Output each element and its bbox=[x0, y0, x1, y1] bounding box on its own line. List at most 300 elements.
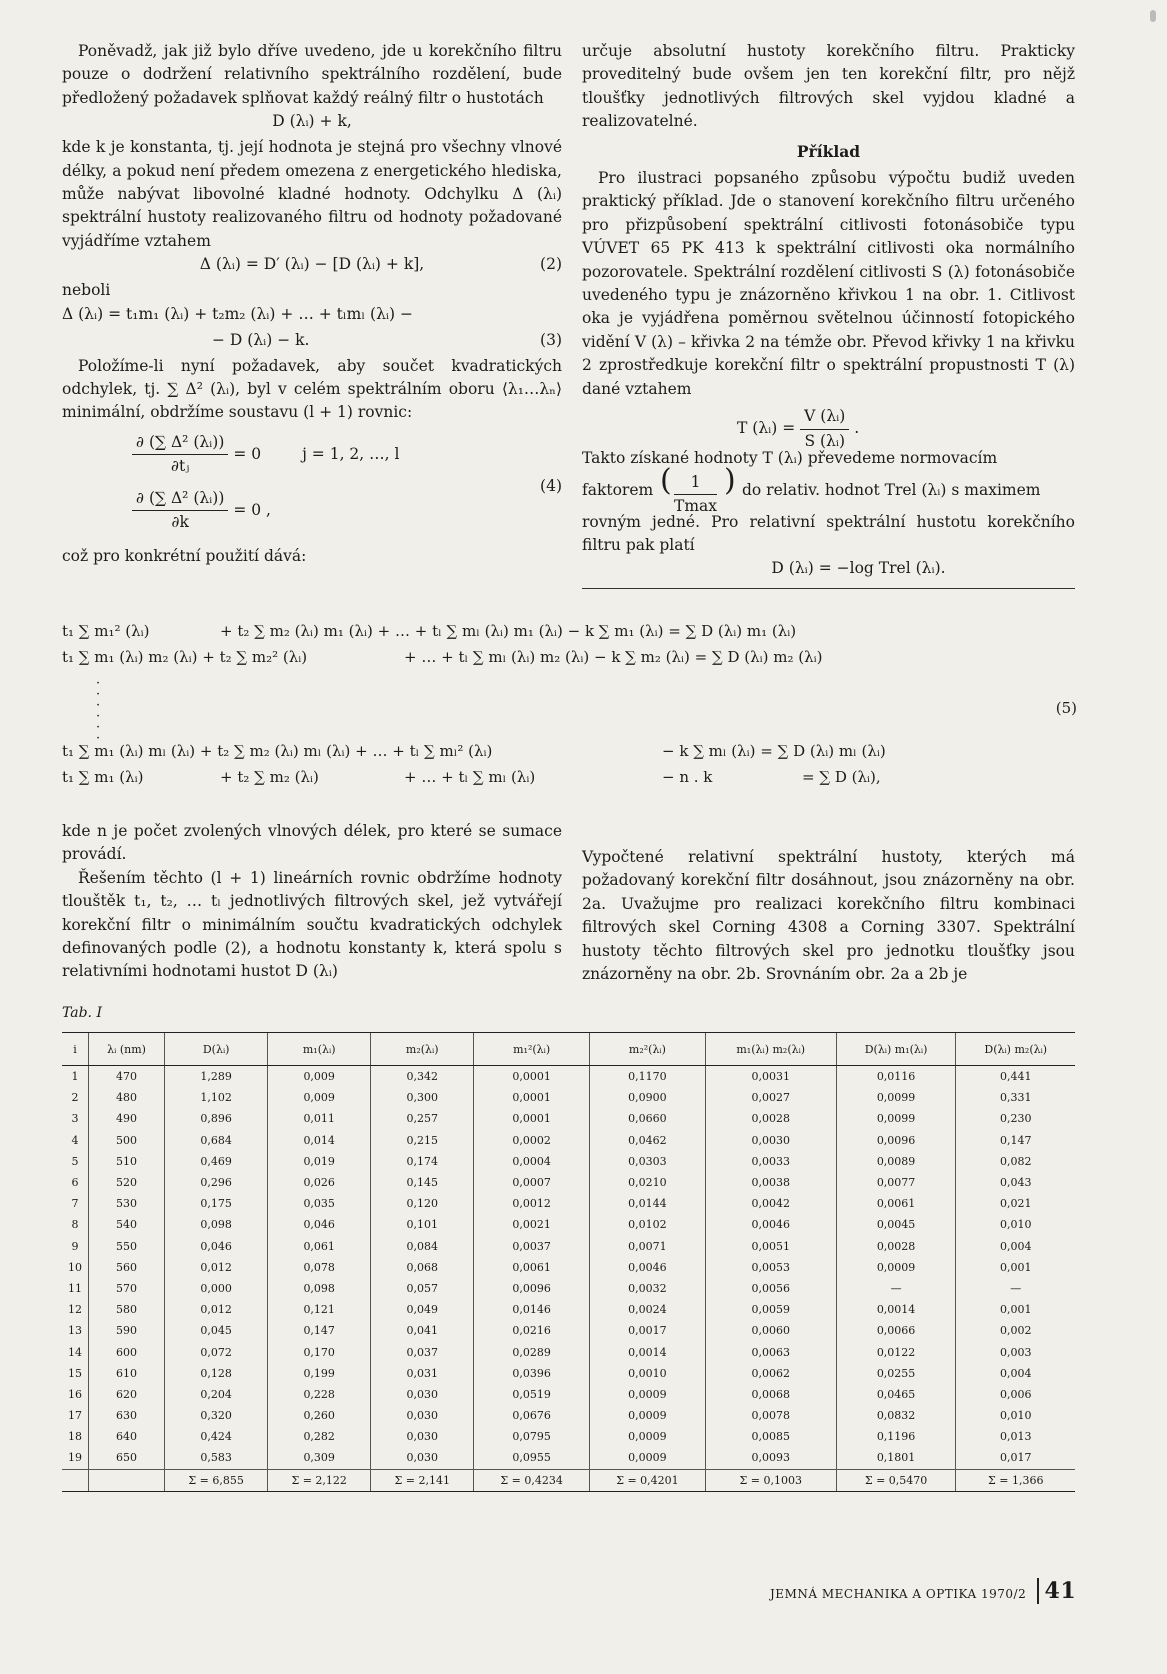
table-cell: 0,309 bbox=[268, 1447, 371, 1469]
table-row bbox=[62, 1299, 1075, 1320]
table-cell: 0,0078 bbox=[705, 1405, 836, 1426]
table-cell: 0,684 bbox=[165, 1130, 268, 1151]
lower-right-text bbox=[582, 846, 1075, 986]
table-sum-row bbox=[62, 1469, 1075, 1491]
table-cell: 0,0056 bbox=[705, 1278, 836, 1299]
equation-4a-denominator: ∂tⱼ bbox=[171, 457, 190, 476]
table-cell: 0,0676 bbox=[474, 1405, 590, 1426]
table-cell: 0,0089 bbox=[836, 1151, 956, 1172]
table-cell: 0,012 bbox=[165, 1299, 268, 1320]
table-cell: 0,0462 bbox=[590, 1130, 706, 1151]
table-cell: 0,0465 bbox=[836, 1384, 956, 1405]
table-cell: 0,342 bbox=[371, 1066, 474, 1088]
equation-transmittance-tail: . bbox=[854, 419, 860, 437]
table-cell: 0,296 bbox=[165, 1172, 268, 1193]
table-cell: 1 bbox=[71, 1070, 79, 1084]
lower-left-text bbox=[62, 820, 562, 984]
table-cell: 0,030 bbox=[371, 1447, 474, 1469]
table-cell: 0,0007 bbox=[474, 1172, 590, 1193]
table-cell: 0,0210 bbox=[590, 1172, 706, 1193]
table-sum-cell: Σ = 1,366 bbox=[956, 1469, 1075, 1491]
table-cell: 1,289 bbox=[165, 1066, 268, 1088]
table-cell: 500 bbox=[88, 1130, 164, 1151]
table-cell: 0,082 bbox=[956, 1151, 1075, 1172]
right-paragraph-2: Pro ilustraci popsaného způsobu výpočtu budiž uveden praktický příklad. Jde o stanovení korekčního filtru určeného pro přizpůsobení spektrální citlivosti fotonásobiče typu VÚVET 65 PK 413 k spektrální citlivosti oka normálního pozorovatele. Spektrální rozdělení citlivosti S (λ) fotonásobiče uvedeného typu je znázorněno křivkou 1 na obr. 1. Citlivost oka je vyjádřena poměrnou světelnou účinností fotopického vidění V (λ) – křivka 2 na témže obr. Převod křivky 1 na křivku 2 zprostředkuje korekční filtr o spektrální propustnosti T (λ) dané vztahem bbox=[582, 169, 1075, 398]
table-sum-cell bbox=[62, 1469, 88, 1491]
right-paragraph-3a: Takto získané hodnoty T (λᵢ) převedeme normovacím bbox=[582, 449, 998, 468]
table-cell: 0,0255 bbox=[836, 1363, 956, 1384]
table-cell: 0,0122 bbox=[836, 1341, 956, 1362]
table-row bbox=[62, 1447, 1075, 1469]
table-cell: 0,041 bbox=[371, 1320, 474, 1341]
table-header-cell: D(λᵢ) bbox=[165, 1033, 268, 1066]
table-cell: 0,001 bbox=[956, 1257, 1075, 1278]
table-cell: 0,068 bbox=[371, 1257, 474, 1278]
table-cell: 0,0001 bbox=[474, 1108, 590, 1129]
table-cell: 8 bbox=[71, 1218, 79, 1232]
table-row bbox=[62, 1108, 1075, 1129]
table-cell: 0,0102 bbox=[590, 1214, 706, 1235]
equation-4 bbox=[62, 425, 562, 545]
equation-2 bbox=[62, 253, 562, 279]
table-cell: 0,030 bbox=[371, 1426, 474, 1447]
table-header-cell: m₁(λᵢ) bbox=[268, 1033, 371, 1066]
table-cell: 0,0099 bbox=[836, 1087, 956, 1108]
system-row-2-b: + … + tₗ ∑ mₗ (λᵢ) m₂ (λᵢ) − k ∑ m₂ (λᵢ) = ∑ D (λᵢ) m₂ (λᵢ) bbox=[404, 648, 823, 666]
table-sum-cell: Σ = 0,1003 bbox=[705, 1469, 836, 1491]
table-cell: 0,043 bbox=[956, 1172, 1075, 1193]
table-cell: 0,424 bbox=[165, 1426, 268, 1447]
table-header-cell: m₂²(λᵢ) bbox=[590, 1033, 706, 1066]
table-cell: 0,121 bbox=[268, 1299, 371, 1320]
table-cell: 0,010 bbox=[956, 1214, 1075, 1235]
table-cell: 0,0037 bbox=[474, 1236, 590, 1257]
table-cell: 550 bbox=[88, 1236, 164, 1257]
table-cell: 18 bbox=[67, 1430, 82, 1444]
table-cell: 12 bbox=[67, 1303, 82, 1317]
table-cell: 0,101 bbox=[371, 1214, 474, 1235]
table-cell: 0,017 bbox=[956, 1447, 1075, 1469]
equation-transmittance-denominator: S (λᵢ) bbox=[804, 431, 846, 450]
table-cell: 15 bbox=[67, 1366, 82, 1380]
table-cell: 490 bbox=[88, 1108, 164, 1129]
table-cell: 0,257 bbox=[371, 1108, 474, 1129]
equation-system-5 bbox=[62, 612, 1077, 798]
table-cell: 0,1801 bbox=[836, 1447, 956, 1469]
table-cell: 0,013 bbox=[956, 1426, 1075, 1447]
system-row-4-e: = ∑ D (λᵢ), bbox=[802, 768, 881, 786]
table-cell: 13 bbox=[67, 1324, 82, 1338]
scan-mark bbox=[1150, 10, 1156, 22]
table-header-cell: m₁(λᵢ) m₂(λᵢ) bbox=[705, 1033, 836, 1066]
table-cell: 0,145 bbox=[371, 1172, 474, 1193]
equation-transmittance-fraction bbox=[800, 405, 849, 453]
table-cell: 0,0077 bbox=[836, 1172, 956, 1193]
table-cell: 0,061 bbox=[268, 1236, 371, 1257]
table-cell: 0,0093 bbox=[705, 1447, 836, 1469]
table-cell: 0,583 bbox=[165, 1447, 268, 1469]
table-cell: 0,098 bbox=[165, 1214, 268, 1235]
table-cell: 0,045 bbox=[165, 1320, 268, 1341]
table-cell: 0,0001 bbox=[474, 1066, 590, 1088]
table-cell: 540 bbox=[88, 1214, 164, 1235]
table-cell: 590 bbox=[88, 1320, 164, 1341]
table-cell: 0,0066 bbox=[836, 1320, 956, 1341]
table-cell: 0,1196 bbox=[836, 1426, 956, 1447]
table-cell: 0,0063 bbox=[705, 1341, 836, 1362]
table-sum-cell: Σ = 0,4201 bbox=[590, 1469, 706, 1491]
equation-transmittance bbox=[582, 401, 1075, 450]
table-cell: 11 bbox=[67, 1281, 82, 1295]
table-cell: 0,019 bbox=[268, 1151, 371, 1172]
table-row bbox=[62, 1405, 1075, 1426]
table-row bbox=[62, 1172, 1075, 1193]
equation-4b bbox=[132, 487, 271, 535]
table-cell: 9 bbox=[71, 1239, 79, 1253]
table-cell: 0,002 bbox=[956, 1320, 1075, 1341]
normalization-suffix: do relativ. hodnot Trel (λᵢ) s maximem bbox=[742, 480, 1041, 499]
table-row bbox=[62, 1363, 1075, 1384]
table-cell: 0,0096 bbox=[474, 1278, 590, 1299]
table-cell: 0,0001 bbox=[474, 1087, 590, 1108]
table-row bbox=[62, 1320, 1075, 1341]
table-cell: 0,0045 bbox=[836, 1214, 956, 1235]
table-cell: 640 bbox=[88, 1426, 164, 1447]
system-row-1-b: + t₂ ∑ m₂ (λᵢ) m₁ (λᵢ) + … + tₗ ∑ mₗ (λᵢ) m₁ (λᵢ) − k ∑ m₁ (λᵢ) = ∑ D (λᵢ) m₁ (λᵢ) bbox=[220, 622, 797, 640]
table-cell: 3 bbox=[71, 1112, 79, 1126]
table-cell: 0,300 bbox=[371, 1087, 474, 1108]
table-cell: 0,128 bbox=[165, 1363, 268, 1384]
table-cell: 0,0071 bbox=[590, 1236, 706, 1257]
left-column bbox=[62, 40, 562, 568]
equation-4a-numerator: ∂ (∑ Δ² (λᵢ)) bbox=[132, 431, 228, 455]
right-paragraph-3c: rovným jedné. Pro relativní spektrální hustotu korekčního filtru pak platí bbox=[582, 512, 1075, 554]
table-cell: 0,037 bbox=[371, 1341, 474, 1362]
equation-4a-rest: = 0 bbox=[233, 444, 262, 463]
table-container bbox=[62, 1032, 1075, 1492]
system-row-4-d: − n . k bbox=[662, 768, 713, 786]
equation-4a bbox=[132, 431, 399, 479]
table-cell: 0,0009 bbox=[590, 1447, 706, 1469]
table-cell: 0,896 bbox=[165, 1108, 268, 1129]
system-row-3-b: − k ∑ mₗ (λᵢ) = ∑ D (λᵢ) mₗ (λᵢ) bbox=[662, 742, 886, 760]
equation-4a-fraction bbox=[132, 431, 228, 479]
table-cell: 0,199 bbox=[268, 1363, 371, 1384]
equation-3-line-1-text: Δ (λᵢ) = t₁m₁ (λᵢ) + t₂m₂ (λᵢ) + … + tₗmₗ (λᵢ) − bbox=[62, 304, 413, 323]
normalization-line bbox=[582, 462, 1075, 515]
table-cell: 0,0051 bbox=[705, 1236, 836, 1257]
table-cell: — bbox=[836, 1278, 956, 1299]
neboli-label: neboli bbox=[62, 281, 111, 300]
table-cell: 0,004 bbox=[956, 1363, 1075, 1384]
table-cell: 0,0024 bbox=[590, 1299, 706, 1320]
table-cell: 630 bbox=[88, 1405, 164, 1426]
equation-density bbox=[582, 557, 1075, 583]
table-cell: 0,0061 bbox=[836, 1193, 956, 1214]
table-cell: 0,014 bbox=[268, 1130, 371, 1151]
left-paragraph-2: kde k je konstanta, tj. její hodnota je stejná pro všechny vlnové délky, a pokud není předem omezena z energetického hlediska, může nabývat libovolné kladné hodnoty. Odchylku Δ (λᵢ) spektrální hustoty realizovaného filtru od hodnoty požadované vyjádříme vztahem bbox=[62, 138, 562, 250]
table-cell: 0,0031 bbox=[705, 1066, 836, 1088]
table-header-cell: D(λᵢ) m₁(λᵢ) bbox=[836, 1033, 956, 1066]
system-row-1-a: t₁ ∑ m₁² (λᵢ) bbox=[62, 622, 150, 640]
table-sum-cell: Σ = 2,141 bbox=[371, 1469, 474, 1491]
table-cell: 10 bbox=[67, 1260, 82, 1274]
table-cell: 0,147 bbox=[956, 1130, 1075, 1151]
equation-4a-index-range: j = 1, 2, …, l bbox=[302, 444, 400, 463]
table-cell: 0,0017 bbox=[590, 1320, 706, 1341]
table-cell: 0,0146 bbox=[474, 1299, 590, 1320]
table-cell: 6 bbox=[71, 1176, 79, 1190]
table-cell: 0,072 bbox=[165, 1341, 268, 1362]
table-cell: 19 bbox=[67, 1451, 82, 1465]
equation-3-number: (3) bbox=[540, 330, 562, 349]
system-row-4-c: + … + tₗ ∑ mₗ (λᵢ) bbox=[404, 768, 536, 786]
table-cell: 0,035 bbox=[268, 1193, 371, 1214]
data-table bbox=[62, 1032, 1075, 1492]
table-cell: 0,0396 bbox=[474, 1363, 590, 1384]
table-cell: 0,000 bbox=[165, 1278, 268, 1299]
table-cell: 0,0216 bbox=[474, 1320, 590, 1341]
table-row bbox=[62, 1087, 1075, 1108]
section-heading: Příklad bbox=[796, 141, 861, 161]
equation-4b-rest: = 0 , bbox=[233, 500, 271, 519]
table-label: Tab. I bbox=[62, 1005, 102, 1021]
table-cell: 0,0116 bbox=[836, 1066, 956, 1088]
system-row-4-b: + t₂ ∑ m₂ (λᵢ) bbox=[220, 768, 319, 786]
table-cell: 0,030 bbox=[371, 1405, 474, 1426]
table-cell: 0,0096 bbox=[836, 1130, 956, 1151]
table-cell: 0,0832 bbox=[836, 1405, 956, 1426]
equation-transmittance-body bbox=[737, 405, 859, 453]
table-cell: 0,0033 bbox=[705, 1151, 836, 1172]
table-cell: 0,282 bbox=[268, 1426, 371, 1447]
table-cell: 0,0046 bbox=[590, 1257, 706, 1278]
table-cell: 510 bbox=[88, 1151, 164, 1172]
table-cell: 7 bbox=[71, 1197, 79, 1211]
table-cell: 0,0303 bbox=[590, 1151, 706, 1172]
table-row bbox=[62, 1384, 1075, 1405]
equation-transmittance-numerator: V (λᵢ) bbox=[800, 405, 849, 429]
table-cell: 480 bbox=[88, 1087, 164, 1108]
system-row-2-a: t₁ ∑ m₁ (λᵢ) m₂ (λᵢ) + t₂ ∑ m₂² (λᵢ) bbox=[62, 648, 308, 666]
table-cell: 620 bbox=[88, 1384, 164, 1405]
table-cell: 580 bbox=[88, 1299, 164, 1320]
lower-right-paragraph-1: Vypočtené relativní spektrální hustoty, kterých má požadovaný korekční filtr dosáhnout, jsou znázorněny na obr. 2a. Uvažujme pro realizaci korekčního filtru kombinaci filtrových skel Corning 4308 a Corning 3307. Spektrální hustoty těchto filtrových skel pro jednotku tloušťky jsou znázorněny na obr. 2b. Srovnáním obr. 2a a 2b je bbox=[582, 848, 1075, 984]
table-cell: 560 bbox=[88, 1257, 164, 1278]
column-divider-rule bbox=[582, 588, 1075, 589]
equation-2-text: Δ (λᵢ) = D′ (λᵢ) − [D (λᵢ) + k], bbox=[199, 255, 425, 274]
table-cell: 0,0030 bbox=[705, 1130, 836, 1151]
table-cell: 0,0012 bbox=[474, 1193, 590, 1214]
table-cell: 0,147 bbox=[268, 1320, 371, 1341]
table-cell: 0,0046 bbox=[705, 1214, 836, 1235]
table-cell: 0,004 bbox=[956, 1236, 1075, 1257]
system-row-4-a: t₁ ∑ m₁ (λᵢ) bbox=[62, 768, 144, 786]
normalization-denominator: Tmax bbox=[674, 496, 718, 515]
table-row bbox=[62, 1193, 1075, 1214]
table-cell: 0,215 bbox=[371, 1130, 474, 1151]
table-row bbox=[62, 1214, 1075, 1235]
left-paragraph-4: což pro konkrétní použití dává: bbox=[62, 546, 307, 565]
table-cell: 0,010 bbox=[956, 1405, 1075, 1426]
equation-4b-fraction bbox=[132, 487, 228, 535]
table-cell: 570 bbox=[88, 1278, 164, 1299]
page-footer bbox=[770, 1578, 1076, 1604]
table-sum-cell bbox=[88, 1469, 164, 1491]
table-row bbox=[62, 1278, 1075, 1299]
table-row bbox=[62, 1066, 1075, 1088]
table-cell: 0,0021 bbox=[474, 1214, 590, 1235]
table-cell: 0,031 bbox=[371, 1363, 474, 1384]
page-number: 41 bbox=[1037, 1578, 1077, 1604]
equation-4-number: (4) bbox=[540, 476, 562, 495]
table-cell: 0,084 bbox=[371, 1236, 474, 1257]
table-cell: 0,0144 bbox=[590, 1193, 706, 1214]
table-cell: 0,001 bbox=[956, 1299, 1075, 1320]
table-cell: 0,0085 bbox=[705, 1426, 836, 1447]
table-cell: 0,175 bbox=[165, 1193, 268, 1214]
table-row bbox=[62, 1151, 1075, 1172]
journal-name: JEMNÁ MECHANIKA A OPTIKA 1970/2 bbox=[770, 1587, 1027, 1601]
table-cell: 0,0519 bbox=[474, 1384, 590, 1405]
table-cell: 0,030 bbox=[371, 1384, 474, 1405]
lower-left-paragraph-1: kde n je počet zvolených vlnových délek, pro které se sumace provádí. bbox=[62, 822, 562, 864]
equation-5-number: (5) bbox=[1055, 699, 1077, 717]
table-sum-cell: Σ = 6,855 bbox=[165, 1469, 268, 1491]
table-cell: 0,021 bbox=[956, 1193, 1075, 1214]
table-cell: 0,0004 bbox=[474, 1151, 590, 1172]
table-cell: — bbox=[956, 1278, 1075, 1299]
table-cell: 0,0027 bbox=[705, 1087, 836, 1108]
vertical-dots: · · · · · · bbox=[96, 676, 101, 746]
table-cell: 0,0009 bbox=[590, 1426, 706, 1447]
paren-right: ) bbox=[724, 462, 736, 498]
table-cell: 0,204 bbox=[165, 1384, 268, 1405]
table-cell: 17 bbox=[67, 1409, 82, 1423]
table-cell: 0,0042 bbox=[705, 1193, 836, 1214]
table-cell: 0,0010 bbox=[590, 1363, 706, 1384]
equation-3-line-2 bbox=[62, 329, 562, 355]
equation-d-plus-k bbox=[62, 110, 562, 136]
table-cell: 0,098 bbox=[268, 1278, 371, 1299]
table-cell: 600 bbox=[88, 1341, 164, 1362]
table-cell: 0,0038 bbox=[705, 1172, 836, 1193]
table-cell: 0,078 bbox=[268, 1257, 371, 1278]
table-cell: 530 bbox=[88, 1193, 164, 1214]
lower-left-paragraph-2: Řešením těchto (l + 1) lineárních rovnic obdržíme hodnoty tlouštěk t₁, t₂, … tₗ jednotlivých filtrových skel, jež vytvářejí korekční filtr o minimálním součtu kvadratických odchylek definovaných podle (2), a hodnotu konstanty k, která spolu s relativními hodnotami hustot D (λᵢ) bbox=[62, 868, 562, 981]
table-cell: 650 bbox=[88, 1447, 164, 1469]
table-sum-cell: Σ = 0,4234 bbox=[474, 1469, 590, 1491]
normalization-numerator: 1 bbox=[674, 471, 717, 495]
table-cell: 14 bbox=[67, 1345, 82, 1359]
table-cell: 0,260 bbox=[268, 1405, 371, 1426]
table-header-cell: m₂(λᵢ) bbox=[371, 1033, 474, 1066]
equation-3-line-2-text: − D (λᵢ) − k. bbox=[212, 330, 310, 349]
table-cell: 0,0955 bbox=[474, 1447, 590, 1469]
table-cell: 0,057 bbox=[371, 1278, 474, 1299]
table-header-cell: D(λᵢ) m₂(λᵢ) bbox=[956, 1033, 1075, 1066]
table-cell: 0,012 bbox=[165, 1257, 268, 1278]
table-cell: 0,046 bbox=[268, 1214, 371, 1235]
table-cell: 5 bbox=[71, 1154, 79, 1168]
table-sum-cell: Σ = 0,5470 bbox=[836, 1469, 956, 1491]
table-body bbox=[62, 1066, 1075, 1492]
normalization-prefix: faktorem bbox=[582, 480, 654, 499]
table-cell: 0,120 bbox=[371, 1193, 474, 1214]
table-cell: 0,0014 bbox=[590, 1341, 706, 1362]
normalization-fraction bbox=[674, 471, 717, 519]
table-cell: 0,0900 bbox=[590, 1087, 706, 1108]
table-cell: 0,009 bbox=[268, 1087, 371, 1108]
table-header-cell: λᵢ (nm) bbox=[88, 1033, 164, 1066]
table-cell: 0,0002 bbox=[474, 1130, 590, 1151]
table-cell: 0,0009 bbox=[836, 1257, 956, 1278]
equation-4b-denominator: ∂k bbox=[171, 513, 189, 532]
table-cell: 0,046 bbox=[165, 1236, 268, 1257]
table-cell: 0,011 bbox=[268, 1108, 371, 1129]
table-cell: 0,0060 bbox=[705, 1320, 836, 1341]
table-sum-cell: Σ = 2,122 bbox=[268, 1469, 371, 1491]
table-cell: 0,230 bbox=[956, 1108, 1075, 1129]
table-cell: 4 bbox=[71, 1133, 79, 1147]
table-cell: 0,003 bbox=[956, 1341, 1075, 1362]
table-cell: 0,0009 bbox=[590, 1384, 706, 1405]
right-column bbox=[582, 40, 1075, 583]
equation-d-plus-k-text: D (λᵢ) + k, bbox=[272, 112, 352, 131]
table-cell: 0,0795 bbox=[474, 1426, 590, 1447]
table-cell: 16 bbox=[67, 1387, 82, 1401]
paren-left: ( bbox=[660, 462, 672, 498]
table-cell: 520 bbox=[88, 1172, 164, 1193]
table-cell: 0,170 bbox=[268, 1341, 371, 1362]
table-cell: 0,0289 bbox=[474, 1341, 590, 1362]
table-cell: 0,006 bbox=[956, 1384, 1075, 1405]
equation-density-text: D (λᵢ) = −log Trel (λᵢ). bbox=[771, 559, 946, 578]
table-cell: 1,102 bbox=[165, 1087, 268, 1108]
table-cell: 0,1170 bbox=[590, 1066, 706, 1088]
table-cell: 0,441 bbox=[956, 1066, 1075, 1088]
table-cell: 0,0032 bbox=[590, 1278, 706, 1299]
left-paragraph-1: Poněvadž, jak již bylo dříve uvedeno, jde u korekčního filtru pouze o dodržení relativního spektrálního rozdělení, bude předložený požadavek splňovat každý reálný filtr o hustotách bbox=[62, 42, 562, 107]
table-cell: 0,174 bbox=[371, 1151, 474, 1172]
table-cell: 0,469 bbox=[165, 1151, 268, 1172]
table-cell: 610 bbox=[88, 1363, 164, 1384]
table-cell: 0,0660 bbox=[590, 1108, 706, 1129]
equation-transmittance-lhs: T (λᵢ) = bbox=[737, 419, 796, 437]
table-cell: 0,0068 bbox=[705, 1384, 836, 1405]
table-header-cell: m₁²(λᵢ) bbox=[474, 1033, 590, 1066]
table-cell: 0,228 bbox=[268, 1384, 371, 1405]
table-row bbox=[62, 1130, 1075, 1151]
right-paragraph-1: určuje absolutní hustoty korekčního filtru. Prakticky proveditelný bude ovšem jen ten korekční filtr, pro nějž tloušťky jednotlivých filtrových skel vyjdou kladné a realizovatelné. bbox=[582, 42, 1075, 131]
table-cell: 0,0061 bbox=[474, 1257, 590, 1278]
table-cell: 0,320 bbox=[165, 1405, 268, 1426]
table-cell: 0,0053 bbox=[705, 1257, 836, 1278]
table-cell: 0,026 bbox=[268, 1172, 371, 1193]
table-row bbox=[62, 1341, 1075, 1362]
table-row bbox=[62, 1257, 1075, 1278]
table-cell: 0,331 bbox=[956, 1087, 1075, 1108]
table-cell: 0,0028 bbox=[836, 1236, 956, 1257]
table-header-row bbox=[62, 1033, 1075, 1066]
table-cell: 0,0099 bbox=[836, 1108, 956, 1129]
equation-3-line-1 bbox=[62, 303, 562, 329]
table-cell: 0,009 bbox=[268, 1066, 371, 1088]
left-paragraph-3: Položíme-li nyní požadavek, aby součet kvadratických odchylek, tj. ∑ Δ² (λᵢ), byl v celém spektrálním oboru ⟨λ₁…λₙ⟩ minimální, obdržíme soustavu (l + 1) rovnic: bbox=[62, 356, 562, 422]
equation-4b-numerator: ∂ (∑ Δ² (λᵢ)) bbox=[132, 487, 228, 511]
table-cell: 0,0062 bbox=[705, 1363, 836, 1384]
table-cell: 0,0028 bbox=[705, 1108, 836, 1129]
